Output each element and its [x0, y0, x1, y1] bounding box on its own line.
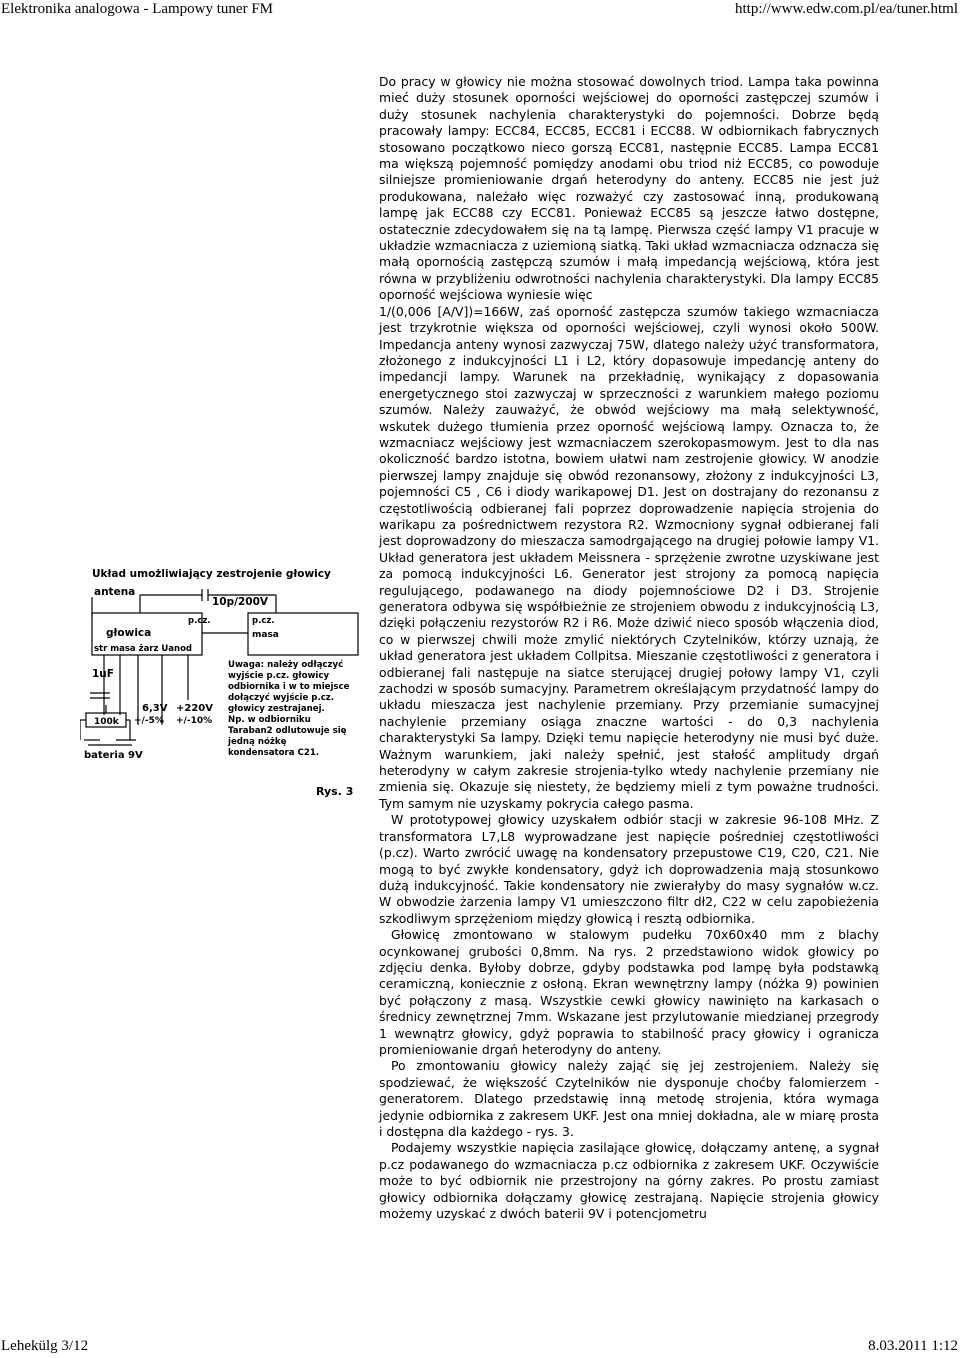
paragraph: W prototypowej głowicy uzyskałem odbiór stacji w zakresie 96-108 MHz. Z transformatora L7,L8 wyprowadzane jest napięcie pośredniej częstotliwości (p.cz). Warto zwrócić uwagę na kondensatory przepustowe C19, C20, C21. Nie mogą to być zwykłe kondensatory, gdyż ich doprowadzenia mają stosunkowo dużą indukcyjność. Takie kondensatory nie zwierałyby do masy sygnałów w.cz. W obwodzie żarzenia lampy V1 umieszczono filtr dł2, C22 w celu zapobieżenia szkodliwym sprzężeniom między głowicą i resztą odbiornika. [379, 812, 879, 926]
paragraph: Do pracy w głowicy nie można stosować dowolnych triod. Lampa taka powinna mieć duży stosunek oporności wejściowej do oporności zastępczej szumów i duży stosunek nachylenia charakterystyki do pojemności. Dobrze będą pracowały lampy: ECC84, ECC85, ECC81 i ECC88. W odbiornikach fabrycznych stosowano początkowo nieco gorszą ECC81, następnie ECC85. Lampa ECC81 ma większą pojemność pomiędzy anodami obu triod niż ECC85, co powoduje silniejsze promieniowanie drgań heterodyny do anteny. ECC85 nie jest już produkowana, należało więc rozważyć czy zastosować inną, produkowaną lampę jak ECC88 czy ECC81. Ponieważ ECC85 są jeszcze łatwo dostępne, ostatecznie zdecydowałem się na tą lampę. Pierwsza część lampy V1 pracuje w układzie wzmacniacza z uziemioną siatką. Taki układ wzmacniacza odznacza się małą opornością zastępczą szumów i małą impedancją wejściową, która jest równa w przybliżeniu odwrotności nachylenia charakterystyki. Dla lampy ECC85 oporność wejściowa wyniesie więc [379, 74, 879, 303]
print-date: 8.03.2011 1:12 [868, 1338, 958, 1354]
schematic-figure [80, 565, 360, 805]
note-line: jedną nóżkę [228, 737, 287, 747]
tolerance-10-label: +/-10% [176, 716, 213, 726]
figure-caption: Rys. 3 [316, 785, 354, 798]
paragraph: Głowicę zmontowano w stalowym pudełku 70x60x40 mm z blachy ocynkowanej grubości 0,8mm. Na rys. 2 przedstawiono widok głowicy po zdjęciu denka. Byłoby dobrze, gdyby podstawka pod lampę była podstawką ceramiczną, koniecznie z osłoną. Ekran wewnętrzny lampy (nóżka 9) powinien być połączony z masą. Wszystkie cewki głowicy nawinięto na karkasach o średnicy zewnętrznej 7mm. Wskazane jest przylutowanie miedzianej przegrody 1 wewnątrz głowicy, gdyż poprawia to stabilność pracy głowicy i ogranicza promieniowanie drgań heterodyny do anteny. [379, 927, 879, 1057]
article-body [379, 74, 879, 1222]
head-label: głowica [106, 627, 152, 639]
antenna-label: antena [94, 586, 136, 598]
paragraph: Podajemy wszystkie napięcia zasilające głowicę, dołączamy antenę, a sygnał p.cz podawanego do wzmacniacza p.cz odbiornika z zakresem UKF. Oczywiście może to być odbiornik nie przestrojony na górny zakres. Po prostu zamiast głowicy odbiornika dołączamy głowicę zestrajaną. Napięcie strojenia głowicy możemy uzyskać z dwóch baterii 9V i potencjometru [379, 1140, 879, 1222]
page-header [0, 0, 960, 22]
note-line: kondensatora C21. [228, 748, 320, 758]
note-line: odbiornika i w to miejsce [228, 682, 350, 692]
left-pcz-label: p.cz. [188, 616, 211, 626]
battery-label: bateria 9V [84, 750, 143, 761]
page-footer [0, 1336, 960, 1358]
right-masa-label: masa [252, 630, 279, 640]
note-line: wyjście p.cz. głowicy [228, 671, 330, 681]
voltage-220-label: +220V [176, 703, 213, 714]
note-line: Uwaga: należy odłączyć [228, 660, 344, 670]
left-box-terminals: str masa żarz Uanod [94, 644, 193, 654]
document-title: Elektronika analogowa - Lampowy tuner FM [1, 1, 274, 17]
note-line: Np. w odbiorniku [228, 715, 311, 725]
paragraph: 1/(0,006 [A/V])=166W, zaś oporność zastępcza szumów takiego wzmacniacza jest trzykrotnie większa od oporności wejściowej, czyli wynosi około 500W. Impedancja anteny wynosi zazwyczaj 75W, dlatego należy użyć transformatora, złożonego z indukcyjności L1 i L2, który dopasowuje impedancję anteny do impedancji lampy. Warunek na przekładnię, wynikający z dopasowania energetycznego stoi zazwyczaj w sprzeczności z warunkiem małego poziomu szumów. Należy zauważyć, że obwód wejściowy ma małą selektywność, wskutek dużego tłumienia przez oporność wejściową lampy. Oznacza to, że wzmacniacz wejściowy jest wzmacniaczem szerokopasmowym. Jest to dla nas okoliczność bardzo istotna, bowiem ułatwi nam zestrojenie głowicy. W anodzie pierwszej lampy znajduje się obwód rezonansowy, złożony z indukcyjności L3, pojemności C5 , C6 i diody warikapowej D1. Jest on dostrajany do rezonansu z częstotliwością odbieranej fali poprzez doprowadzenie napięcia strojenia do warikapu za pośrednictwem rezystora R2. Wzmocniony sygnał odbieranej fali jest doprowadzony do mieszacza samodrgającego na drugiej połowie lampy V1. Układ generatora jest układem Meissnera - sprzężenie zwrotne uzyskiwane jest za pomocą indukcyjności L6. Generator jest strojony za pomocą napięcia regulującego, podawanego na diody pojemnościowe D2 i D3. Strojenie generatora odbywa się współbieżnie ze strojeniem obwodu z indukcyjnością L3, dzięki połączeniu rezystorów R2 i R6. Może dziwić nieco sposób włączenia diod, co w pierwszej chwili może zmylić niektórych Czytelników, którzy uznają, że układ generatora jest układem Collpitsa. Mieszanie częstotliwości z generatora i odbieranej fali następuje na siatce sterującej drugiej połowy lampy V1, czyli zachodzi w sposób sumacyjny. Parametrem określającym przydatność lampy do układu mieszacza jest nachylenie przemiany. Przy przemianie sumacyjnej nachylenie przemiany osiąga znaczne wartości - do 0,3 nachylenia charakterystyki Sa lampy. Dzięki temu napięcie heterodyny nie musi być duże. Ważnym warunkiem, jaki należy spełnić, jest stałość amplitudy drgań heterodyny w całym zakresie strojenia-tylko wtedy nachylenie przemiany nie zmienia się. Okazuje się niestety, że będziemy mieli z tym poważne trudności. Tym samym nie uzyskamy pokrycia całego pasma. [379, 303, 879, 811]
note-line: głowicy zestrajanej. [228, 704, 325, 714]
tolerance-5-label: +/-5% [134, 716, 164, 726]
voltage-63-label: 6,3V [142, 703, 168, 714]
potentiometer-label: 100k [94, 717, 119, 727]
note-line: dołączyć wyjście p.cz. [228, 693, 335, 703]
capacitor-label: 10p/200V [212, 596, 269, 608]
paragraph: Po zmontowaniu głowicy należy zająć się jej zestrojeniem. Należy się spodziewać, że większość Czytelników nie dysponuje choćby falomierzem - generatorem. Dlatego przedstawię inną metodę strojenia, która wymaga jedynie odbiornika z zakresem UKF. Jest ona mniej dokładna, ale w miarę prosta i dostępna dla każdego - rys. 3. [379, 1058, 879, 1139]
note-line: Taraban2 odlutowuje się [228, 726, 347, 736]
source-url[interactable]: http://www.edw.com.pl/ea/tuner.html [734, 1, 958, 17]
page-number: Lehekülg 3/12 [1, 1338, 89, 1354]
cap-1uf-label: 1uF [92, 668, 114, 680]
right-pcz-label: p.cz. [252, 616, 275, 626]
circuit-diagram [80, 565, 360, 805]
note-block [227, 659, 350, 758]
figure-title: Układ umożliwiający zestrojenie głowicy [92, 568, 331, 580]
